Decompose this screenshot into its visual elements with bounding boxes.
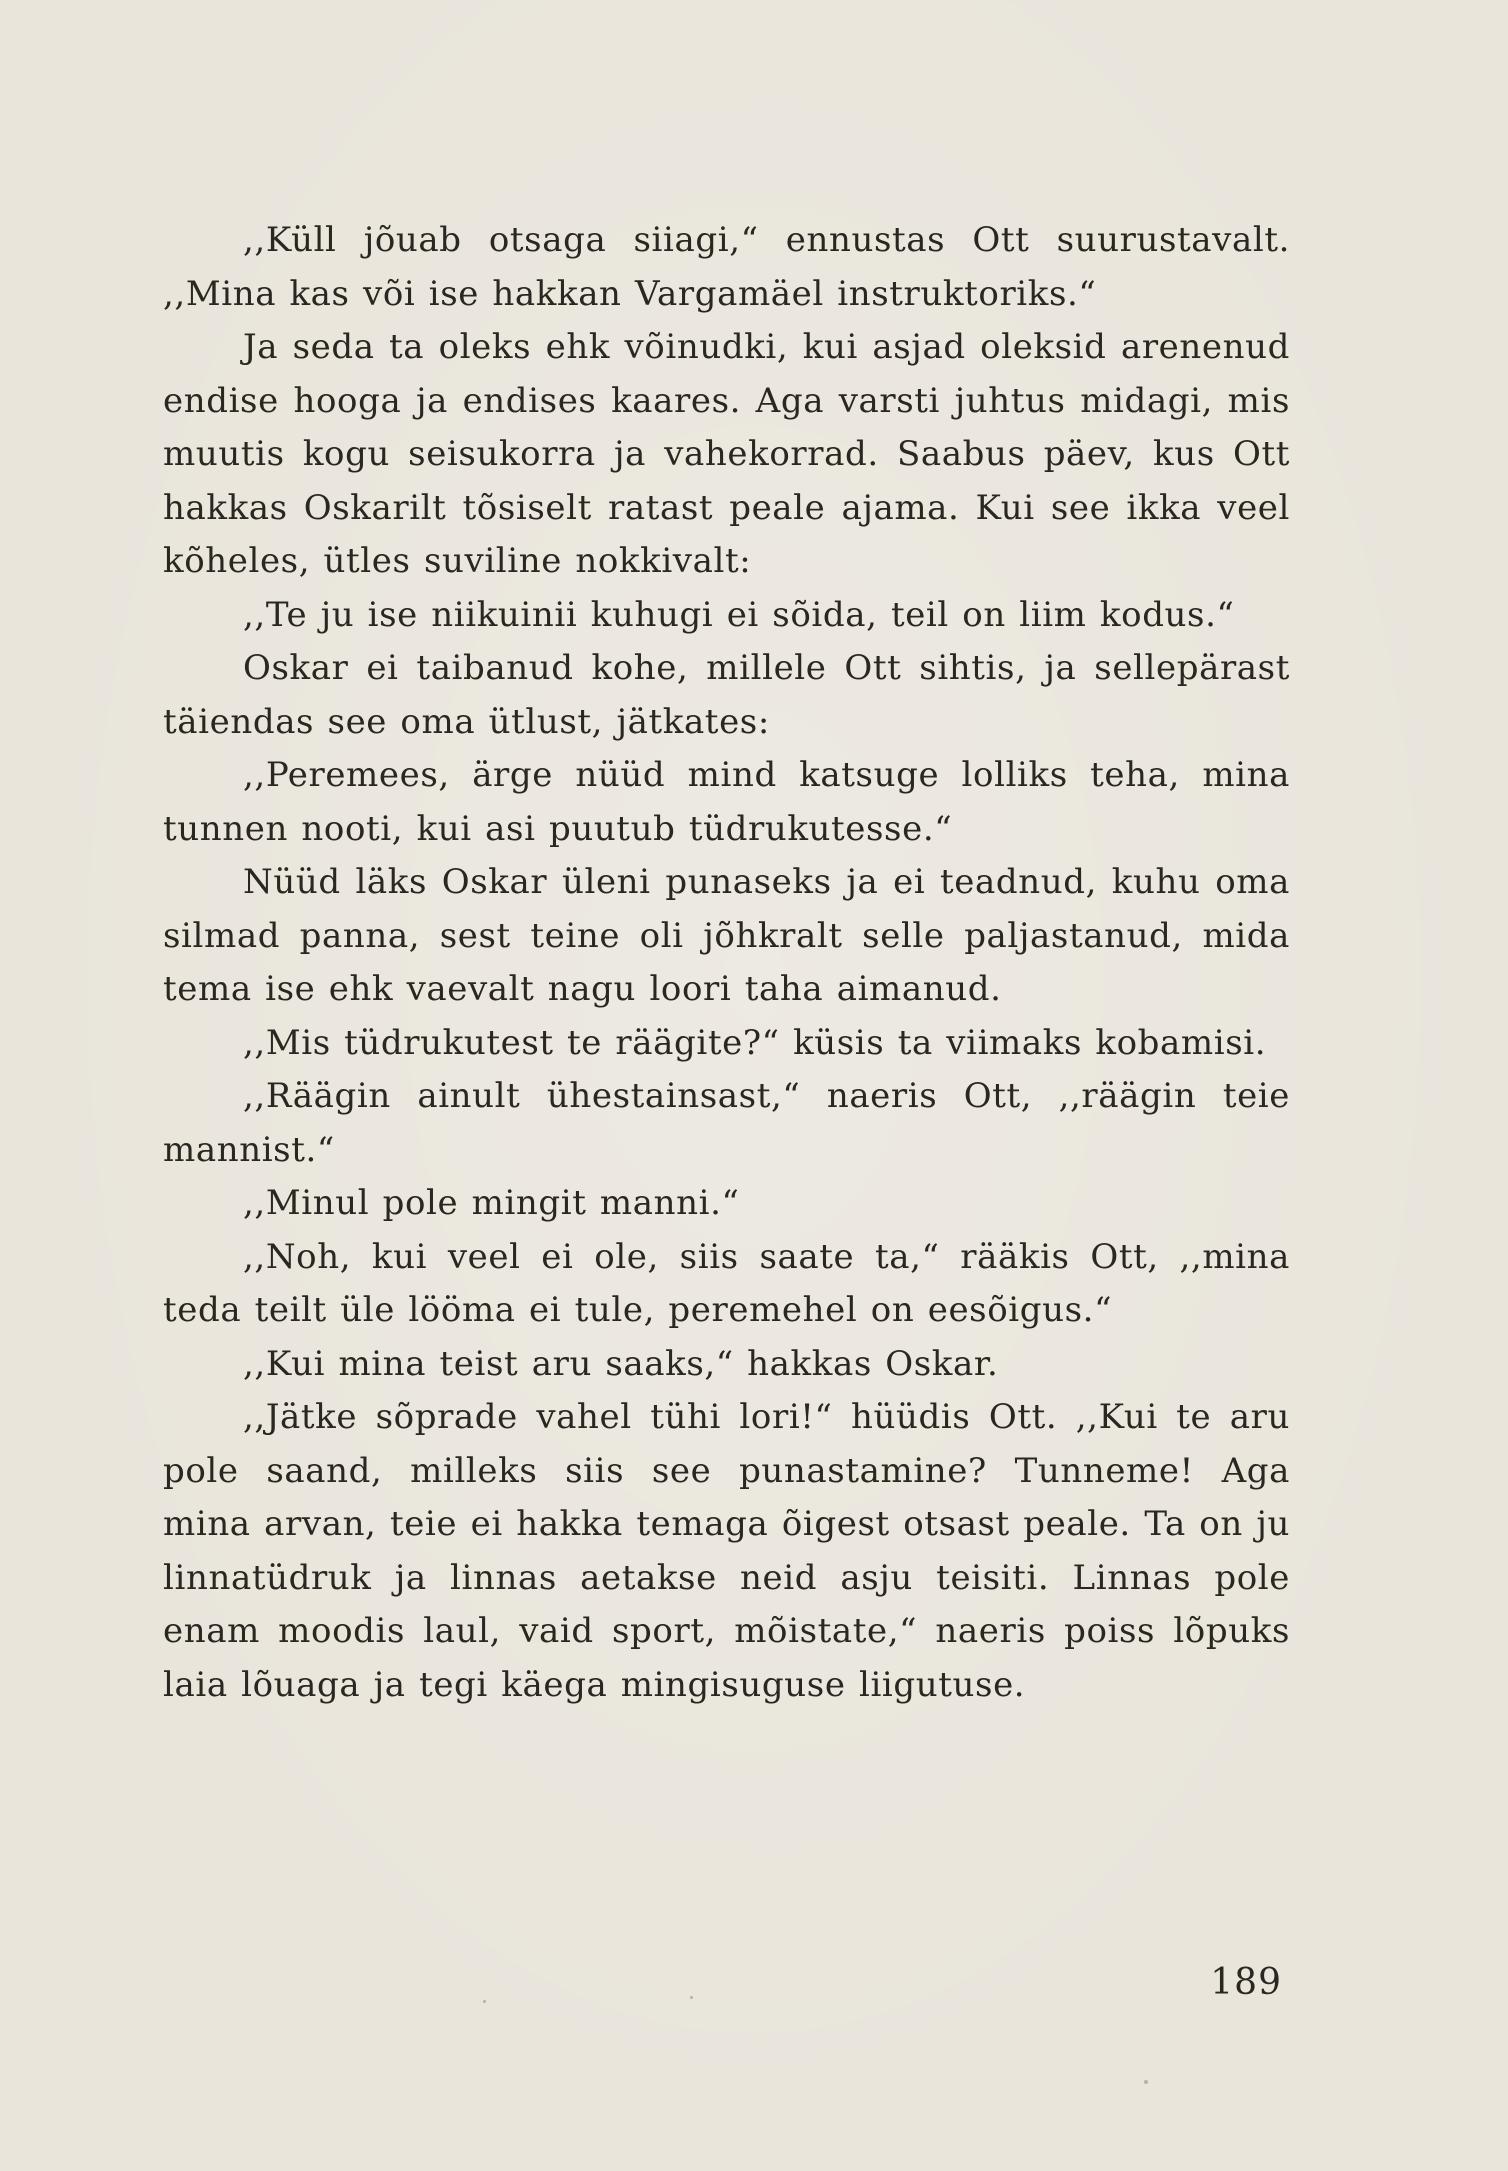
paragraph: ,,Räägin ainult ühestainsast,“ naeris Ott, ,,räägin teie mannist.“ bbox=[163, 1076, 1290, 1170]
paragraph: Oskar ei taibanud kohe, millele Ott sihtis, ja sellepärast täiendas see oma ütlust, jätkates: bbox=[163, 648, 1290, 742]
paragraph: ,,Minul pole mingit manni.“ bbox=[243, 1183, 740, 1223]
paper-speck bbox=[1144, 2080, 1148, 2084]
paragraph: Ja seda ta oleks ehk võinudki, kui asjad oleksid arenenud endise hooga ja endises kaares. Aga varsti juhtus midagi, mis muutis kogu seisukorra ja vahekorrad. Saabus päev, kus Ott hakkas Oskarilt tõsiselt ratast peale ajama. Kui see ikka veel kõheles, ütles suviline nokkivalt: bbox=[163, 327, 1290, 581]
body-text bbox=[163, 214, 1290, 1712]
paragraph: ,,Jätke sõprade vahel tühi lori!“ hüüdis Ott. ,,Kui te aru pole saand, milleks siis see punastamine? Tunneme! Aga mina arvan, teie ei hakka temaga õigest otsast peale. Ta on ju linnatüdruk ja linnas aetakse neid asju teisiti. Linnas pole enam moodis laul, vaid sport, mõistate,“ naeris poiss lõpuks laia lõuaga ja tegi käega mingisuguse liigutuse. bbox=[163, 1397, 1290, 1705]
paragraph: ,,Peremees, ärge nüüd mind katsuge lolliks teha, mina tunnen nooti, kui asi puutub tüdrukutesse.“ bbox=[163, 755, 1290, 849]
paper-speck bbox=[690, 1996, 693, 1999]
paragraph: ,,Te ju ise niikuinii kuhugi ei sõida, teil on liim kodus.“ bbox=[243, 594, 1235, 635]
paragraph: ,,Kui mina teist aru saaks,“ hakkas Oskar. bbox=[243, 1343, 999, 1384]
paragraph: ,,Noh, kui veel ei ole, siis saate ta,“ rääkis Ott, ,,mina teda teilt üle lööma ei tule, peremehel on eesõigus.“ bbox=[163, 1236, 1290, 1330]
paragraph: ,,Mis tüdrukutest te räägite?“ küsis ta viimaks kobamisi. bbox=[243, 1022, 1267, 1063]
page-number: 189 bbox=[1210, 1962, 1282, 2003]
paper-speck bbox=[483, 2000, 486, 2003]
paragraph: Nüüd läks Oskar üleni punaseks ja ei teadnud, kuhu oma silmad panna, sest teine oli jõhkralt selle paljastanud, mida tema ise ehk vaevalt nagu loori taha aimanud. bbox=[163, 862, 1290, 1009]
paragraph: ,,Küll jõuab otsaga siiagi,“ ennustas Ott suurustavalt. ,,Mina kas või ise hakkan Vargamäel instruktoriks.“ bbox=[163, 220, 1290, 314]
